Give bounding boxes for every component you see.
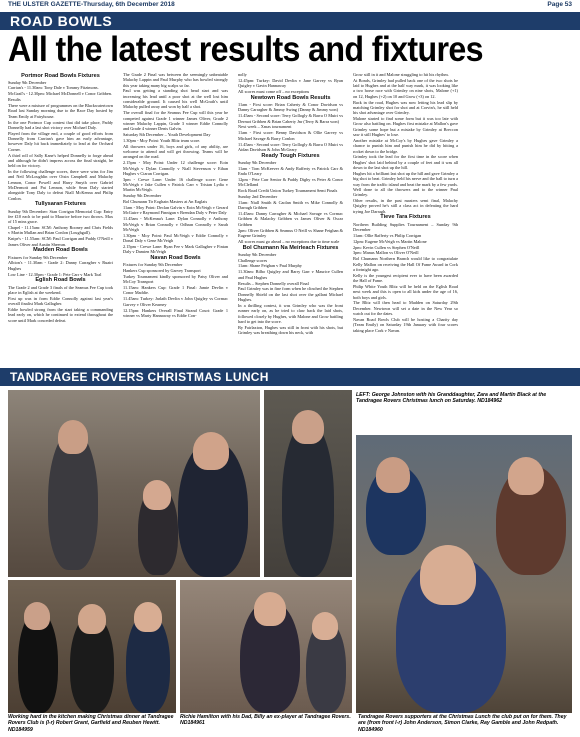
paragraph: Hughes hit a brilliant last shot up the hill and gave Grimley a big shot to beat. Grimley held his nerve and the ball to turn a way from the traffic island and beat the mark by a few yards. Well done to all the throwers and to the winner Paul Grimley. <box>353 170 458 198</box>
section-banner <box>0 12 580 30</box>
paragraph: Paul was getting a standing shot head start and was increasing his lead until a poor shot at the well lost him considerable ground. It caused his well McGrath's until Malachy pulled away and won by half a shot. <box>123 88 228 110</box>
paragraph: Grimley took the lead for the first time in the score when Hughes' shot laid behind by a couple of feet and it was all down to the last shot up the hill. <box>353 154 458 171</box>
paragraph: Results – Stephen Donnelly overall Final <box>238 280 309 286</box>
paragraph: In the following challenge scores, there were wins for Jim and Neil McLoughlin over Oisin Campbell and Malachy Lennon, Conor Powell and Harry Smyth over Gabriel McDermott and Pat Lennon, while Sean Daly started alongside Tony Daly to defeat Niall McKenna and Philip Conlon. <box>8 169 113 201</box>
paragraph: Turkey Tournament kindly sponsored by Patsy Oliver and McCoy Transport <box>123 273 228 285</box>
person-face <box>58 420 88 454</box>
article-columns <box>8 72 574 368</box>
paragraph: The Grade 2 and Grade 3 finals of the Seamus Fee Cup took place in Eglish at the weekend. <box>8 284 113 295</box>
paragraph: 11.45am - McKenna's Lane: Dylan Connolly v Anthony McVeigh v Brian Connolly v Odhran Connolly v Sarah McVeigh <box>123 216 228 232</box>
photo-granddaughter <box>180 580 352 713</box>
paragraph: 2pm: Oliver Gribben & Seamus O Neill vs Shane Feighan & Eugene Grimley <box>238 227 343 238</box>
subheading: Navan Road Bowls <box>150 255 201 262</box>
paragraph: 2pm: Kevin Cullen vs Stephen O'Neill <box>353 244 420 250</box>
paragraph: 3pm - Crewe Lane: Under 16 challenge score: Gene McVeigh v Jake Cullen v Patrick Carr v Tristan Lydia v Martin McVeigh. <box>123 176 228 193</box>
paragraph: nolly <box>238 72 247 77</box>
paragraph: 11.15am: Hankers Cup: Grade 1 Final: Jamie Devlin v Conor Maddie. <box>123 285 228 296</box>
photo-supporters <box>356 435 572 713</box>
paragraph: Results <box>8 97 21 103</box>
paragraph: Another mistake at McCoy's by Hughes gave Grimley a chance to punish him and punish him he did by hitting a rocket down to the bridge. <box>353 137 458 154</box>
paragraph: In the one Portmor Cup contest that did take place, Paddy Donnelly had a last shot victory over Michael Daly. <box>8 119 113 130</box>
paragraph: Sunday 2nd December <box>238 193 278 199</box>
person-face <box>24 602 50 630</box>
paragraph: Grow still in it and Malone struggling to hit his rhythm. <box>353 72 449 77</box>
person-face <box>193 432 229 470</box>
paragraph: By Fairlaxton, Hughes was still in front with his shots, but Grimley was breathing down his neck, with <box>238 324 343 335</box>
paragraph: In a thrilling contest, it was Grimley who was the front runner early on, as he tried to claw back the laid shots, followed closely by Hughes, with Malone and Grow battling hard to get into the score. <box>238 302 343 324</box>
person-face <box>376 457 410 493</box>
paragraph: Saturday 8th December – Youth Development Day <box>123 132 211 138</box>
paragraph: 11.45am: Danny Carragher & Michael Savage vs Cormac Gribben & Malachy Gribben vs James Oliver & Oscar Gribben <box>238 211 343 227</box>
paragraph: The Grade 2 Final was between the seemingly unbeatable Malachy Lappin and Paul Murphy who has bowled strongly this year taking many big scalps so far. <box>123 72 228 88</box>
person-face <box>420 545 476 605</box>
paragraph: 3pm: Manus Mallon vs Oliver O'Neill <box>353 250 419 256</box>
subheading: Tieve Tara Fixtures <box>380 214 431 221</box>
person-face <box>78 604 106 634</box>
paragraph: All throwers under 16, boys and girls, of any ability, are welcome to attend and will get throwing. Teams will be arranged on the road. <box>123 143 228 160</box>
person-face <box>134 602 162 632</box>
caption-left: Working hard in the kitchen making Christmas dinner at Tandragee Rovers Club is (l-r) Robert Grant, Garfield and Reuben Hewitt. ND184959 <box>8 714 174 733</box>
photo-group-right <box>264 390 352 577</box>
paragraph: The Blitz will then head to Madden on Saturday 29th December. Newtown will set a date in the New Year so watch out for the dates. <box>353 300 458 317</box>
paragraph: 12.45pm: Turkey: David Devlin v Jane Garvey vs Ryan Quigley v Gavin Hannaway <box>238 77 343 89</box>
paragraph: Sunday 9th December <box>238 159 277 165</box>
paragraph: Fixtures for Sunday 9th December <box>123 262 183 268</box>
paragraph: 2.15pm - Crewe Lane: Ryan Fee v Mark Gallagher v Fintan Daly v Damien McVeigh <box>123 243 228 255</box>
paragraph: First up was in form Eddie Connolly against last year's overall finalist Mark Gallagher. <box>8 295 113 307</box>
paragraph: Albion's - 11.30am - Grade 2: Danny Carragher v Ruairi Hughes <box>8 260 113 271</box>
paragraph: 1.30pm - Moy Point: Youth Blitz team score. <box>123 137 201 143</box>
headline: All the latest results and fixtures <box>8 30 483 69</box>
paragraph: Other results, in the past masters semi final, Malachy Quigley proved he's still a class act in defeating the hard trying Joe Darragh. <box>353 197 458 214</box>
paragraph: Carrian's - 11.30am: Tony Dale v Tommy Fitzimons. <box>8 85 99 91</box>
paragraph: Bol Chumann Northern Branch would like to congratulate Kelly Mallon on receiving the Hall Of Fame Award in Cork a fortnight ago. <box>353 256 458 272</box>
person-face <box>143 480 171 510</box>
paragraph: 12pm - Pete Carr Senior & Paddy Digby vs Peter & Conor McClelland <box>238 176 343 188</box>
paragraph: 11am - Moy Point: Declan Galvin v Eoin McVeigh v Gerard McGuire v Raymond Finnigan v Brendan Daly v Peter Daly <box>123 205 228 216</box>
paragraph: 12.15pm: Hankers Overall Final Strand Court: Grade 1 winner vs Marty Hannaway vs Eddie Con- <box>123 307 228 318</box>
photo-kitchen <box>8 390 260 577</box>
section2-title: TANDRAGEE ROVERS CHRISTMAS LUNCH <box>10 370 269 384</box>
paragraph: 2.15pm - Moy Point: Under 12 challenge score: Eoin McVeigh v Dylan Connolly v Niall Stevenson v Ethan Hughes v Ciaran Corrigan. <box>123 160 228 176</box>
paragraph: Philip White Youth Blitz will be held on the Eglish Road next week and this is open to all kids under the age of 16, both boys and girls. <box>353 283 458 300</box>
paragraph: 12pm: Eugene McVeigh vs Martin Malone <box>353 238 427 244</box>
caption-top-right: LEFT: George Johnston with his Granddaughter, Zara and Martin Black at the Tandragee Rovers Christmas lunch on Saturday. ND184962 <box>356 392 547 405</box>
person-face <box>312 612 338 640</box>
column-1 <box>8 72 113 368</box>
paragraph: Chapel - 11.15am: SCM: Anthony Rooney and Chris Fields v Martin Mullan and Brian Conlon (Loughgall). <box>8 225 113 236</box>
subheading: Madden Road Bowls <box>33 247 88 254</box>
subheading: Tullysaran Fixtures <box>35 201 86 208</box>
caption-right: Tandragee Rovers supporters at the Christmas Lunch the club put on for them. They are (from front l-r) John Anderson, Simon Clarke, Ray Gamble and John Redpath. ND184960 <box>358 714 567 733</box>
paragraph: Low Line - 12.30pm - Grade 1: Pete Carr v Mark Toal <box>8 271 102 277</box>
subheading: Eglish Road Bowls <box>35 277 86 284</box>
subheading: Ready Tough Fixtures <box>261 152 320 159</box>
subheading: Bol Chumann Na Meirleach Fixtures <box>242 244 339 251</box>
paragraph: Hankers Cup sponsored by Garvey Transport <box>123 268 201 274</box>
column-2 <box>123 72 228 368</box>
paragraph: At Bonds, Grimley had pulled back one of the two shots he laid to Hughes and at the half way mark, it was looking like a two horse race with Grimley on nine shots, Malone (+1) on 12, Hughes (+2) on 10 and Grow (+3) on 12. <box>353 77 458 99</box>
paragraph: All scores must go ahead – no exceptions due to time scale <box>238 238 340 244</box>
photo-father-son <box>8 580 176 713</box>
paragraph: Northern Building Supplies Tournament – Sunday 9th December <box>353 221 458 232</box>
paragraph: Played from the village end, a couple of good efforts from Donnelly from Carrian's gave him an early advantage, however Daly hit back immediately to lead at the Orchard Corner. <box>8 130 113 152</box>
paragraph: Challenge scores <box>238 257 268 263</box>
paragraph: 11.45am: Turkey: Jarlath Devlin v John Quigley vs Cormac Garvey v Oliver Kearney <box>123 296 228 307</box>
paragraph: Paul Grimley was in fine form when he clinched the Stephen Donnelly Shield on the last shot over the gallant Michael Hughes. <box>238 286 343 303</box>
paragraph: Fixtures for Sunday 9th December <box>8 254 68 260</box>
paragraph: Malone started to find some form but it was too late with Grow also battling on. Hughes first mistake at Mallon's gave Grimley some hope but a mistake by Grimley at Breccon saw it still Hughes' to lose. <box>353 116 458 138</box>
paragraph: There were a mixture of programmes on the Blackwatertown Road last Sunday morning due to the Race Day hosted by Team Emily at Fairyhouse. <box>8 103 113 119</box>
section-title: ROAD BOWLS <box>10 13 113 29</box>
paragraph: 11am: Ollie Rafferty vs Philip Corrigan <box>353 232 422 238</box>
paragraph: 11am: Shane Feighan v Paul Murphy <box>238 263 302 269</box>
paragraph: Sunday 9th December <box>8 79 47 85</box>
paragraph: Navan Road Bowls Club will be hosting a Charity day (Team Emily) on Saturday 19th January with four scores taking place Cork v Navan. <box>353 316 458 333</box>
section-banner-lunch <box>0 368 580 386</box>
person-face <box>292 410 324 444</box>
paragraph: Back in the road, Hughes was now letting his lead slip by matching Grimley shot for shot and at Corvin's, he still held his shot advantage over Grimley. <box>353 99 458 116</box>
column-4 <box>353 72 458 368</box>
paragraph: 11.45am - Second score: Terry Gollogly & Barra O Muiri vs Aidan Davidson & John McGeary <box>238 141 343 152</box>
paragraph: Sunday 9th December: Stan Corrigan Memorial Cup: Entry fee £10 each to be paid to Maurice before two throws. Max of 15 mins grace. <box>8 208 113 225</box>
paragraph: Kelly is the youngest recipient ever to have been awarded the Hall of Fame. <box>353 272 458 284</box>
paragraph: 11.30am: Bilbo Quigley and Barry Garr v Maurice Cullen and Paul Hughes <box>238 269 343 280</box>
paragraph: 11am - First score: Benny Davidson & Ollie Garvey vs Michael Savage & Barry Conlon <box>238 130 343 141</box>
person-face <box>508 457 544 495</box>
paragraph: A third roll of Sally Kane's helped Donnelly to forge ahead and although he didn't impress across the final straight, he held on for victory. <box>8 152 113 169</box>
paragraph: 11am: Niall Smith & Caolan Smith vs Mike Connolly & Darragh Gribben <box>238 199 343 211</box>
paragraph: Sunday 9th December <box>123 193 162 199</box>
page-number: Page 53 <box>547 1 572 8</box>
paragraph: Knipe's - 11.55am: SCM: Paul Corrigan and Paddy O'Neill v James Oliver and Austin Sheeran. <box>8 236 113 247</box>
paragraph: Eddie bowled strong from the start taking a commanding lead early on, which he continued to extend throughout the score until Mark conceded defeat. <box>8 306 113 323</box>
paragraph: 11am - First score: Brian Caherty & Conor Davidson vs Danny Carragher & Jimmy Swing (Danny & Jimmy won) <box>238 102 343 113</box>
publication-line: THE ULSTER GAZETTE-Thursday, 6th December 2018 <box>8 1 175 8</box>
paragraph: McGrail's - 12.30pm: Michael McDonnell v Conor Gribben. <box>8 91 113 97</box>
paragraph: Bol Chumann Tir Eoghain Masters at An Eaglais <box>123 199 208 205</box>
person-face <box>254 592 286 626</box>
paragraph: Sunday 9th December <box>238 251 277 257</box>
paragraph: 1.30pm - Moy Point: Paul McVeigh v Eddie Connolly v Donal Daly v Gene McVeigh <box>123 232 228 244</box>
paragraph: The overall final for the Seamus Fee Cup will this year be competed against Grade 1 winner James Oliver, Grade 2 winner Malachy Lappin, Grade 3 winner Eddie Connolly and Grade 4 winner Denis Galvin. <box>123 110 228 132</box>
caption-middle: Richie Hamilton with his Dad, Billy an ex-player at Tandragee Rovers. ND184961 <box>180 714 351 727</box>
paragraph: All scores must come off – no exceptions <box>238 89 310 95</box>
paragraph: 11.45am - Second score: Terry Gollogly & Barra O Muiri vs Dermot Gribben & Brian Caherty Jnr (Terry & Barra won) <box>238 113 343 124</box>
paragraph: 11am - Tom McKeever & Andy Rafferty vs Patrick Carr & Enda O'Leary <box>238 165 343 176</box>
paragraph: Rock Road Credit Union Turkey Tournament Semi Finals <box>238 188 338 194</box>
subheading: Newtown Road Bowls Results <box>250 94 331 101</box>
subheading: Portmor Road Bowls Fixtures <box>21 72 100 79</box>
column-3 <box>238 72 343 368</box>
paragraph: Next week – Xmas tournament <box>238 124 292 130</box>
